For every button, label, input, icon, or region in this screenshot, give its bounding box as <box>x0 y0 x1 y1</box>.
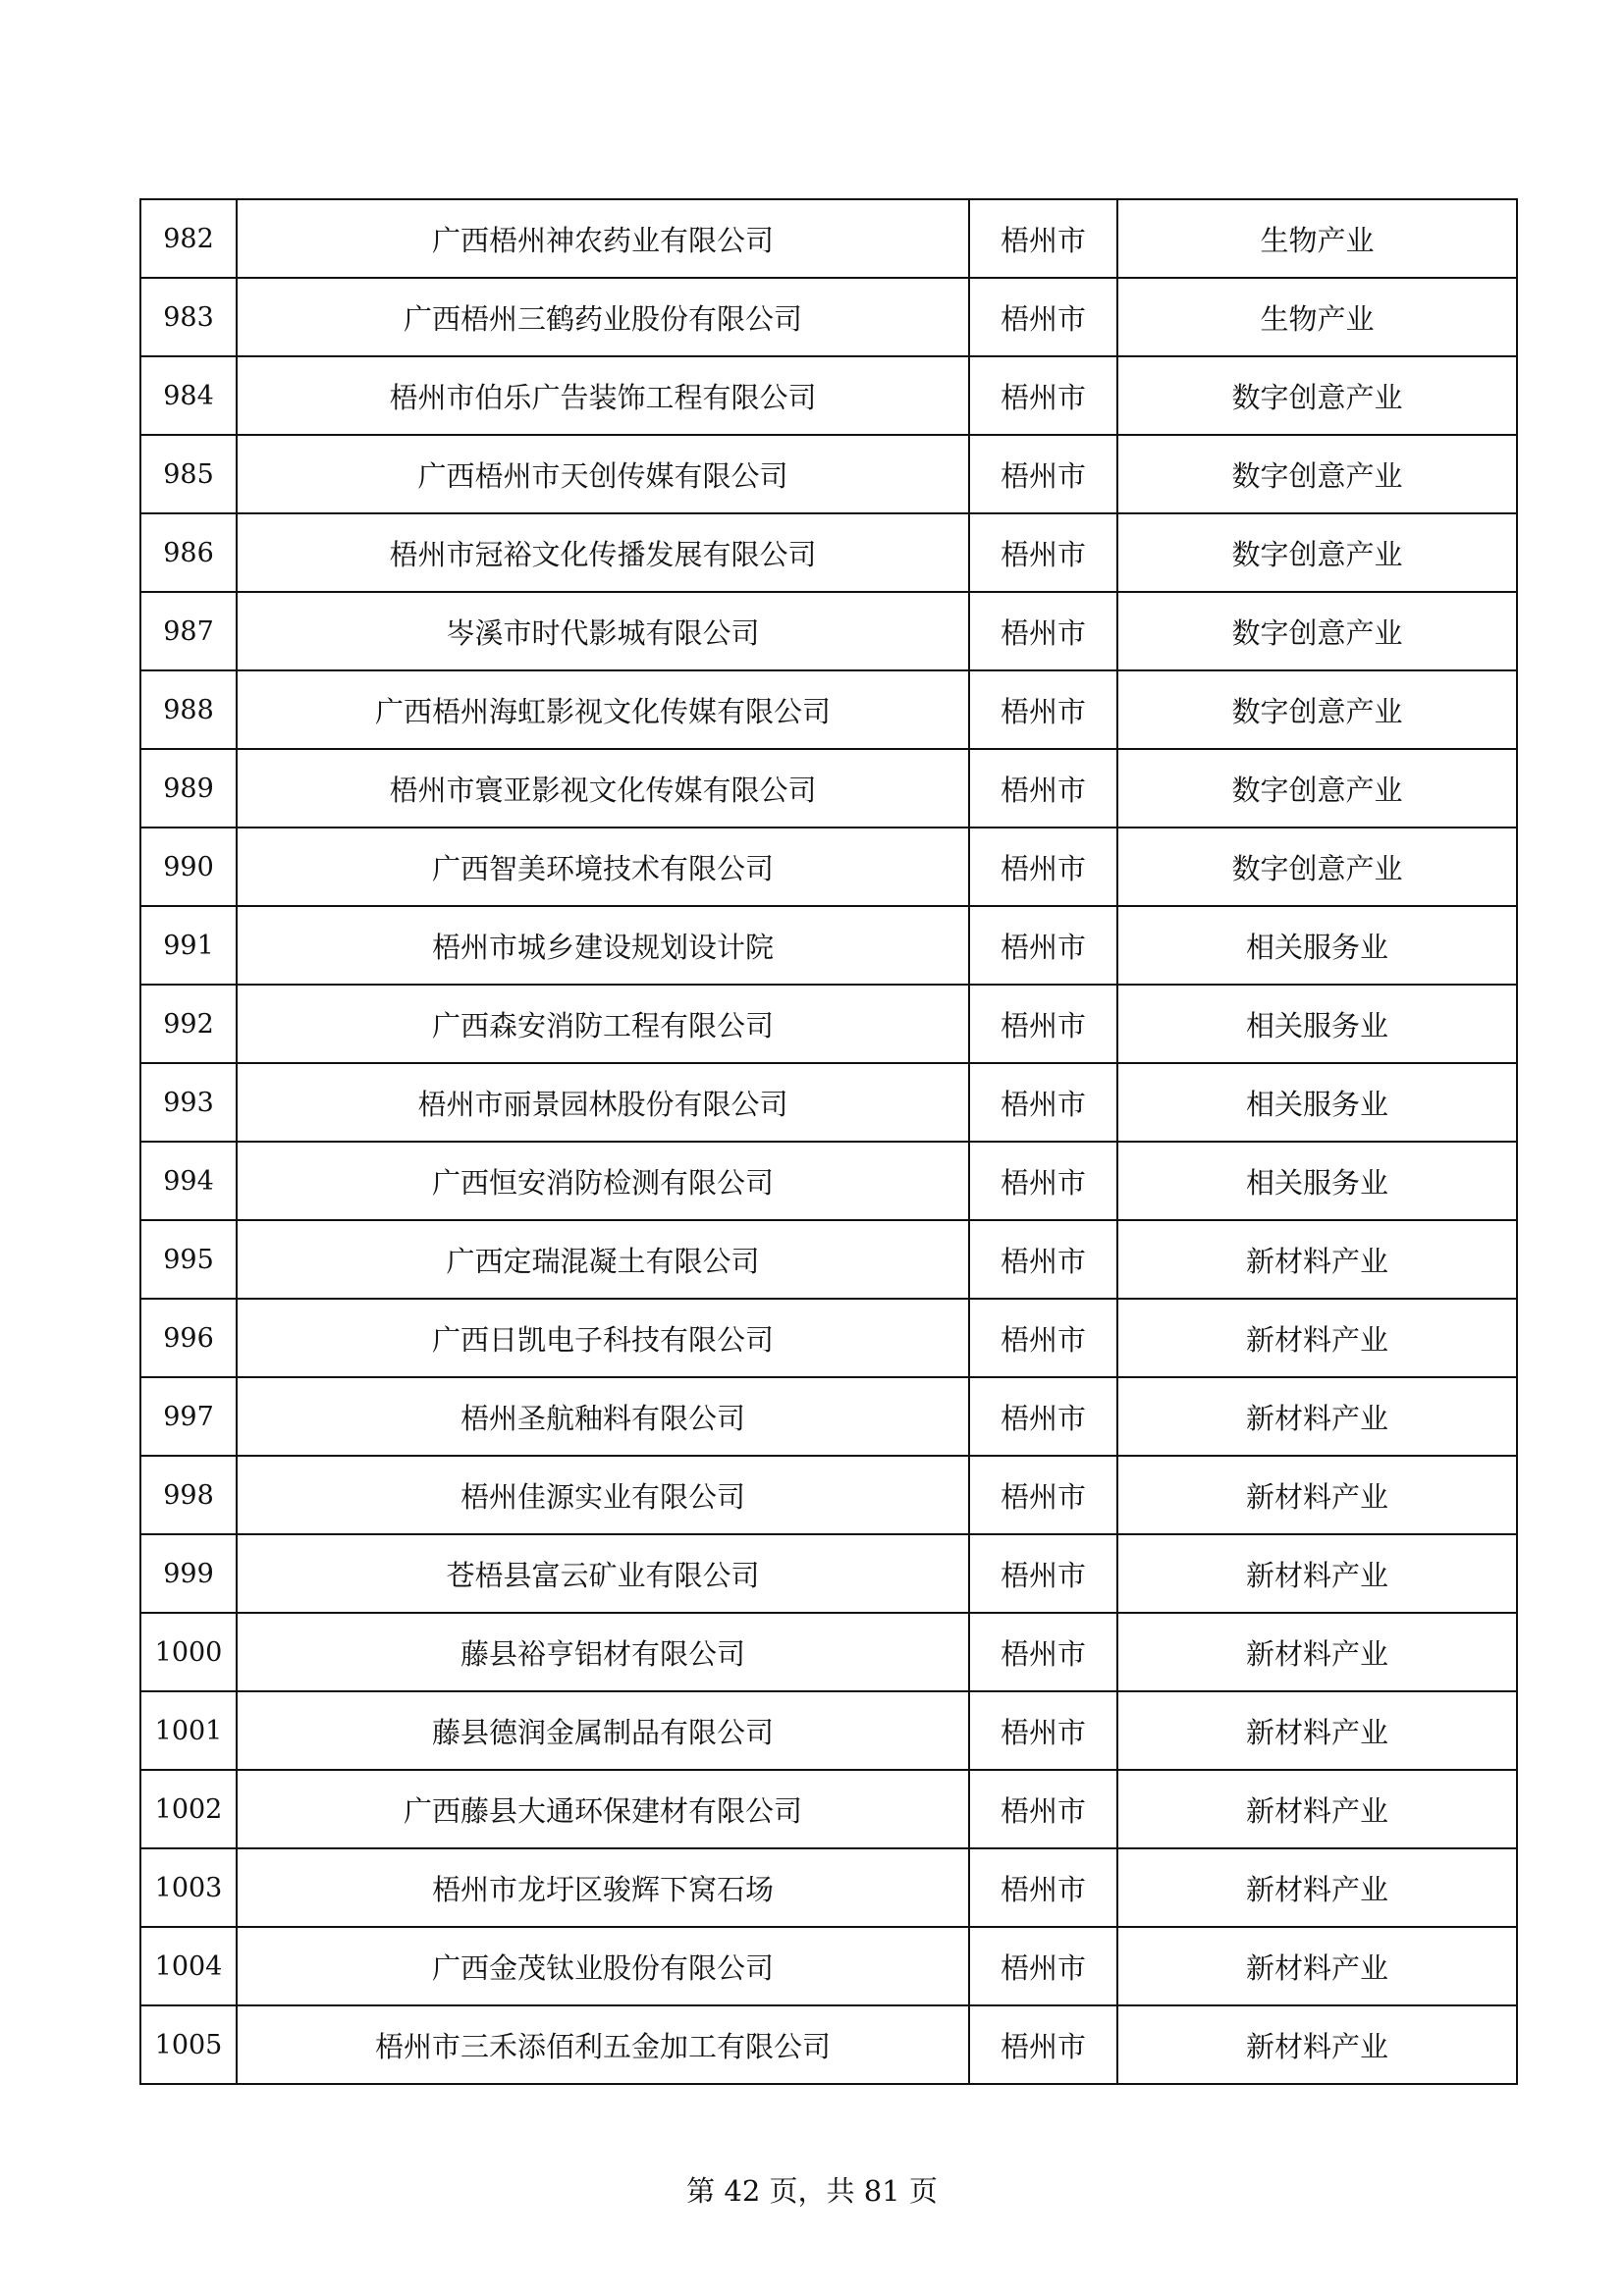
row-number-cell: 986 <box>140 513 237 592</box>
city-cell: 梧州市 <box>969 1848 1117 1927</box>
industry-cell: 新材料产业 <box>1117 1613 1517 1691</box>
company-name-cell: 梧州市冠裕文化传播发展有限公司 <box>237 513 969 592</box>
table-row <box>140 278 1517 356</box>
table-row <box>140 985 1517 1063</box>
industry-cell: 新材料产业 <box>1117 1534 1517 1613</box>
company-name-cell: 广西梧州市天创传媒有限公司 <box>237 435 969 513</box>
row-number-cell: 1003 <box>140 1848 237 1927</box>
table-row <box>140 1927 1517 2005</box>
city-cell: 梧州市 <box>969 199 1117 278</box>
row-number-cell: 995 <box>140 1220 237 1299</box>
company-name-cell: 广西梧州三鹤药业股份有限公司 <box>237 278 969 356</box>
company-name-cell: 梧州市寰亚影视文化传媒有限公司 <box>237 749 969 828</box>
city-cell: 梧州市 <box>969 1456 1117 1534</box>
industry-cell: 生物产业 <box>1117 278 1517 356</box>
row-number-cell: 1004 <box>140 1927 237 2005</box>
row-number-cell: 984 <box>140 356 237 435</box>
company-name-cell: 梧州圣航釉料有限公司 <box>237 1377 969 1456</box>
row-number-cell: 1002 <box>140 1770 237 1848</box>
company-name-cell: 广西智美环境技术有限公司 <box>237 828 969 906</box>
table-row <box>140 1534 1517 1613</box>
table-row <box>140 1377 1517 1456</box>
city-cell: 梧州市 <box>969 1770 1117 1848</box>
row-number-cell: 999 <box>140 1534 237 1613</box>
row-number-cell: 998 <box>140 1456 237 1534</box>
table-row <box>140 513 1517 592</box>
table-row <box>140 1142 1517 1220</box>
company-name-cell: 梧州佳源实业有限公司 <box>237 1456 969 1534</box>
table-row <box>140 670 1517 749</box>
page-number: 第 42 页，共 81 页 <box>686 2174 938 2208</box>
table-row <box>140 592 1517 670</box>
table-row <box>140 1299 1517 1377</box>
table-row <box>140 199 1517 278</box>
table-row <box>140 1848 1517 1927</box>
row-number-cell: 992 <box>140 985 237 1063</box>
city-cell: 梧州市 <box>969 2005 1117 2084</box>
company-name-cell: 苍梧县富云矿业有限公司 <box>237 1534 969 1613</box>
row-number-cell: 1005 <box>140 2005 237 2084</box>
industry-cell: 数字创意产业 <box>1117 670 1517 749</box>
row-number-cell: 1001 <box>140 1691 237 1770</box>
table-row <box>140 356 1517 435</box>
industry-cell: 数字创意产业 <box>1117 592 1517 670</box>
city-cell: 梧州市 <box>969 435 1117 513</box>
city-cell: 梧州市 <box>969 1377 1117 1456</box>
industry-cell: 新材料产业 <box>1117 1299 1517 1377</box>
company-name-cell: 梧州市丽景园林股份有限公司 <box>237 1063 969 1142</box>
row-number-cell: 1000 <box>140 1613 237 1691</box>
company-name-cell: 藤县裕亨铝材有限公司 <box>237 1613 969 1691</box>
company-name-cell: 广西梧州神农药业有限公司 <box>237 199 969 278</box>
city-cell: 梧州市 <box>969 1613 1117 1691</box>
industry-cell: 新材料产业 <box>1117 2005 1517 2084</box>
table-row <box>140 906 1517 985</box>
city-cell: 梧州市 <box>969 670 1117 749</box>
industry-cell: 数字创意产业 <box>1117 749 1517 828</box>
company-name-cell: 岑溪市时代影城有限公司 <box>237 592 969 670</box>
city-cell: 梧州市 <box>969 1220 1117 1299</box>
company-name-cell: 广西森安消防工程有限公司 <box>237 985 969 1063</box>
industry-cell: 数字创意产业 <box>1117 828 1517 906</box>
city-cell: 梧州市 <box>969 513 1117 592</box>
city-cell: 梧州市 <box>969 1691 1117 1770</box>
industry-cell: 新材料产业 <box>1117 1770 1517 1848</box>
industry-cell: 新材料产业 <box>1117 1848 1517 1927</box>
company-name-cell: 广西恒安消防检测有限公司 <box>237 1142 969 1220</box>
industry-cell: 新材料产业 <box>1117 1377 1517 1456</box>
row-number-cell: 983 <box>140 278 237 356</box>
industry-cell: 新材料产业 <box>1117 1927 1517 2005</box>
city-cell: 梧州市 <box>969 906 1117 985</box>
table-row <box>140 1456 1517 1534</box>
city-cell: 梧州市 <box>969 1142 1117 1220</box>
industry-cell: 相关服务业 <box>1117 1063 1517 1142</box>
row-number-cell: 996 <box>140 1299 237 1377</box>
row-number-cell: 987 <box>140 592 237 670</box>
company-name-cell: 梧州市伯乐广告装饰工程有限公司 <box>237 356 969 435</box>
company-name-cell: 梧州市城乡建设规划设计院 <box>237 906 969 985</box>
city-cell: 梧州市 <box>969 1534 1117 1613</box>
company-name-cell: 梧州市三禾添佰利五金加工有限公司 <box>237 2005 969 2084</box>
city-cell: 梧州市 <box>969 985 1117 1063</box>
company-name-cell: 广西定瑞混凝土有限公司 <box>237 1220 969 1299</box>
row-number-cell: 991 <box>140 906 237 985</box>
company-table <box>139 198 1518 2085</box>
table-row <box>140 1220 1517 1299</box>
table-row <box>140 2005 1517 2084</box>
city-cell: 梧州市 <box>969 1299 1117 1377</box>
city-cell: 梧州市 <box>969 828 1117 906</box>
row-number-cell: 990 <box>140 828 237 906</box>
city-cell: 梧州市 <box>969 749 1117 828</box>
company-name-cell: 藤县德润金属制品有限公司 <box>237 1691 969 1770</box>
company-name-cell: 梧州市龙圩区骏辉下窝石场 <box>237 1848 969 1927</box>
table-row <box>140 749 1517 828</box>
industry-cell: 相关服务业 <box>1117 1142 1517 1220</box>
city-cell: 梧州市 <box>969 1927 1117 2005</box>
industry-cell: 数字创意产业 <box>1117 435 1517 513</box>
city-cell: 梧州市 <box>969 1063 1117 1142</box>
row-number-cell: 997 <box>140 1377 237 1456</box>
row-number-cell: 994 <box>140 1142 237 1220</box>
table-row <box>140 1691 1517 1770</box>
industry-cell: 相关服务业 <box>1117 906 1517 985</box>
city-cell: 梧州市 <box>969 278 1117 356</box>
industry-cell: 数字创意产业 <box>1117 513 1517 592</box>
company-table-body <box>140 199 1517 2084</box>
city-cell: 梧州市 <box>969 356 1117 435</box>
industry-cell: 新材料产业 <box>1117 1456 1517 1534</box>
table-row <box>140 435 1517 513</box>
industry-cell: 新材料产业 <box>1117 1691 1517 1770</box>
industry-cell: 生物产业 <box>1117 199 1517 278</box>
industry-cell: 相关服务业 <box>1117 985 1517 1063</box>
row-number-cell: 989 <box>140 749 237 828</box>
company-name-cell: 广西金茂钛业股份有限公司 <box>237 1927 969 2005</box>
industry-cell: 数字创意产业 <box>1117 356 1517 435</box>
row-number-cell: 985 <box>140 435 237 513</box>
company-name-cell: 广西梧州海虹影视文化传媒有限公司 <box>237 670 969 749</box>
row-number-cell: 993 <box>140 1063 237 1142</box>
company-name-cell: 广西藤县大通环保建材有限公司 <box>237 1770 969 1848</box>
table-row <box>140 828 1517 906</box>
company-name-cell: 广西日凯电子科技有限公司 <box>237 1299 969 1377</box>
table-row <box>140 1613 1517 1691</box>
city-cell: 梧州市 <box>969 592 1117 670</box>
row-number-cell: 982 <box>140 199 237 278</box>
table-row <box>140 1063 1517 1142</box>
industry-cell: 新材料产业 <box>1117 1220 1517 1299</box>
table-row <box>140 1770 1517 1848</box>
row-number-cell: 988 <box>140 670 237 749</box>
